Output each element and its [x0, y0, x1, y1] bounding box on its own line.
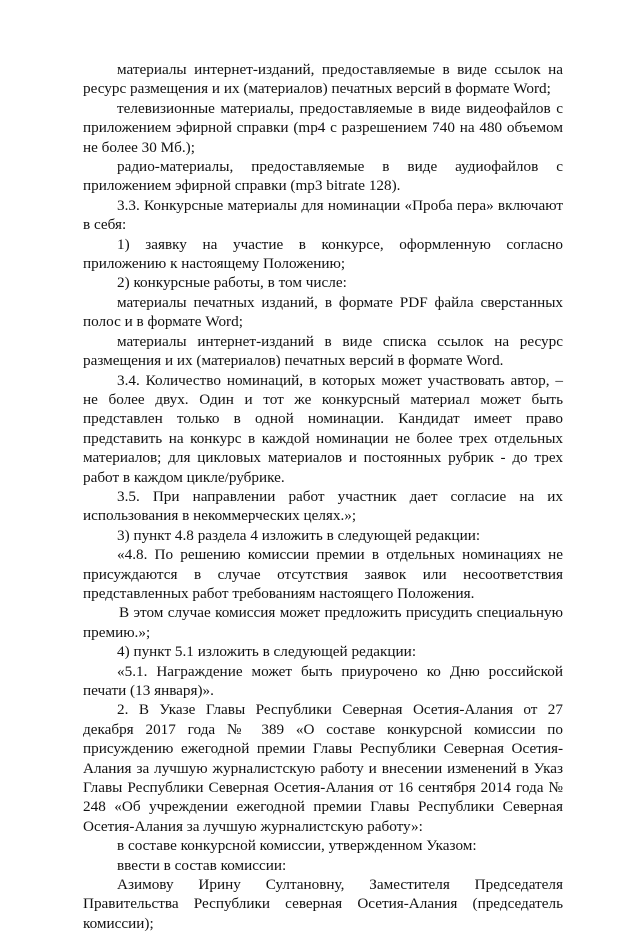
document-body [83, 60, 563, 933]
paragraph-3-5: 3.5. При направлении работ участник дает согласие на их использования в некоммерческих целях.»; [83, 487, 563, 525]
paragraph-radio-materials: радио-материалы, предоставляемые в виде аудиофайлов с приложением эфирной справки (mp3 bitrate 128). [83, 158, 563, 195]
paragraph-internet-list: материалы интернет-изданий в виде списка ссылок на ресурс размещения и их (материалов) печатных версий в формате Word. [83, 332, 563, 370]
paragraph-item-1: 1) заявку на участие в конкурсе, оформленную согласно приложению к настоящему Положению; [83, 235, 563, 273]
paragraph-internet-materials: материалы интернет-изданий, предоставляемые в виде ссылок на ресурс размещения и их (материалов) печатных версий в формате Word; [83, 61, 563, 98]
paragraph-tv-materials: телевизионные материалы, предоставляемые в виде видеофайлов с приложением эфирной справки (mp4 с разрешением 740 на 480 объемом не более 30 Мб.); [83, 99, 563, 156]
paragraph-azimova: Азимову Ирину Султановну, Заместителя Председателя Правительства Республики северная Осетия-Алания (председатель комиссии); [83, 876, 563, 932]
paragraph-4-8: «4.8. По решению комиссии премии в отдельных номинациях не присуждаются в случае отсутствия заявок или несоответствия представленных работ требованиям настоящего Положения. [83, 546, 563, 602]
paragraph-introduce: ввести в состав комиссии: [117, 856, 287, 874]
paragraph-commission-composition: в составе конкурсной комиссии, утвержденном Указом: [117, 837, 477, 855]
paragraph-point-3: 3) пункт 4.8 раздела 4 изложить в следующей редакции: [117, 526, 481, 544]
paragraph-decree-2: 2. В Указе Главы Республики Северная Осетия-Алания от 27 декабря 2017 года № 389 «О составе конкурсной комиссии по присуждению ежегодной премии Главы Республики Северная Осетия-Алания за лучшую журналистскую работу и внесении изменений в Указ Главы Республики Северная Осетия-Алания от 16 сентября 2014 года № 248 «Об учреждении ежегодной премии Главы Республики Северная Осетия-Алания за лучшую журналистскую работу»: [83, 701, 563, 835]
paragraph-5-1: «5.1. Награждение может быть приурочено ко Дню российской печати (13 января)». [83, 662, 563, 699]
paragraph-3-4: 3.4. Количество номинаций, в которых может участвовать автор, – не более двух. Один и тот же конкурсный материал может быть представлен только в одной номинации. Кандидат имеет право представить на конкурс в каждой номинации не более трех отдельных материалов; для цикловых материалов и постоянных рубрик - до трех работ в каждом цикле/рубрике. [83, 371, 563, 486]
paragraph-print-materials: материалы печатных изданий, в формате PDF файла сверстанных полос и в формате Word; [83, 293, 563, 331]
paragraph-item-2: 2) конкурсные работы, в том числе: [117, 274, 347, 292]
paragraph-3-3: 3.3. Конкурсные материалы для номинации «Проба пера» включают в себя: [83, 196, 563, 234]
paragraph-point-4: 4) пункт 5.1 изложить в следующей редакции: [117, 643, 417, 661]
paragraph-special-prize: В этом случае комиссия может предложить присудить специальную премию.»; [83, 604, 563, 641]
